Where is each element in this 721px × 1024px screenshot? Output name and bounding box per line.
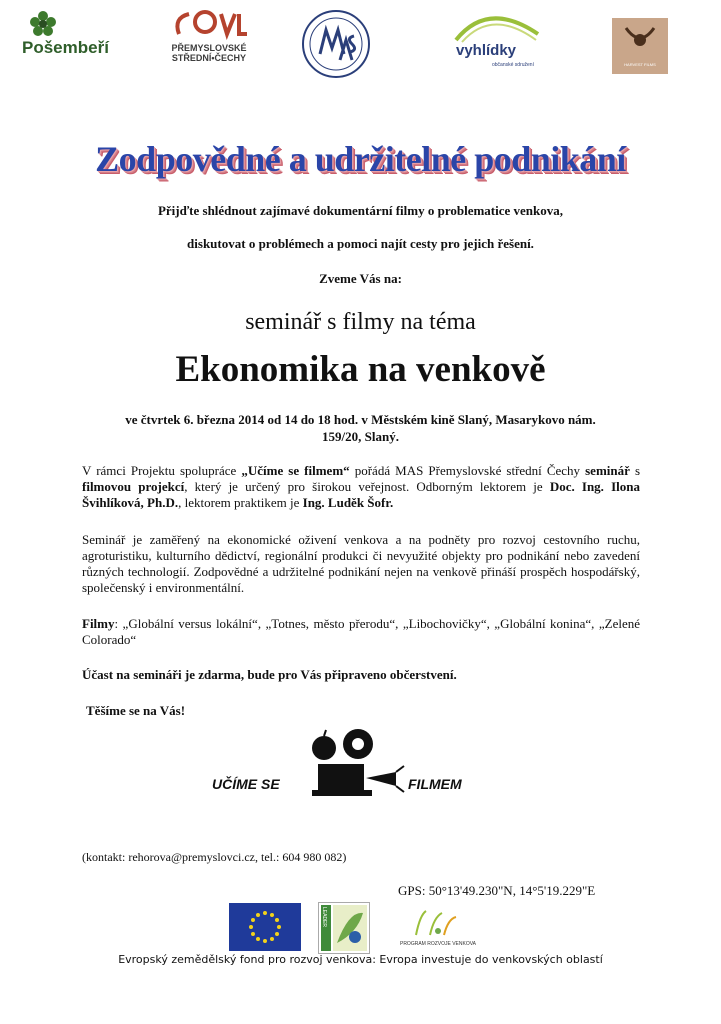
- p1-projection: filmovou projekcí: [82, 479, 185, 494]
- p1-lecturer: Doc. Ing. Ilona Švihlíková, Ph.D.: [82, 479, 640, 510]
- project-paragraph: [82, 463, 640, 511]
- eu-flag: [229, 903, 301, 951]
- premyslovske-emblem-icon: [169, 8, 249, 40]
- harvest-films-text: HARVEST FILMS: [624, 62, 656, 67]
- leader-text: LEADER: [321, 907, 327, 928]
- vyhlidky-subtitle: občanské sdružení: [492, 62, 534, 68]
- films-paragraph: [82, 616, 640, 648]
- mas-seal-icon: [300, 8, 372, 80]
- seminar-line: seminář s filmy na téma: [245, 309, 476, 335]
- premyslovske-line2: STŘEDNÍ•ČECHY: [171, 53, 247, 63]
- p1-text-c: pořádá MAS Přemyslovské střední Čechy: [349, 463, 586, 478]
- premyslovske-logo: [166, 8, 252, 64]
- harvest-bull-icon: [612, 18, 668, 58]
- vyhlidky-arc-icon: [448, 4, 548, 44]
- p1-text-e: s: [629, 463, 641, 478]
- intro-line-1: Přijďte shlédnout zajímavé dokumentární filmy o problematice venkova,: [157, 203, 564, 218]
- eu-stars-icon: [229, 903, 301, 951]
- free-entry-text: Účast na semináři je zdarma, bude pro Vás připraveno občerstvení.: [82, 667, 457, 682]
- vyhlidky-text: vyhlídky: [456, 42, 517, 59]
- headline: Zodpovědné a udržitelné podnikání: [95, 139, 626, 179]
- harvest-films-logo: [612, 18, 668, 74]
- mas-sedlcansko-logo: [300, 8, 372, 80]
- ucime-se-filmem-logo: [212, 726, 474, 806]
- prv-logo: [386, 905, 490, 951]
- topic-title: Ekonomika na venkově: [175, 349, 546, 390]
- posemberi-logo: [22, 10, 126, 60]
- footer-text: Evropský zemědělský fond pro rozvoj venkova: Evropa investuje do venkovských oblastí: [118, 953, 603, 966]
- flower-icon: [28, 10, 58, 38]
- looking-forward-text: Těšíme se na Vás!: [86, 703, 186, 718]
- prv-wheat-icon: [386, 905, 490, 939]
- p1-practitioner: Ing. Luděk Šofr.: [302, 495, 394, 510]
- p1-text-i: , lektorem praktikem je: [178, 495, 303, 510]
- leader-logo: [318, 902, 370, 954]
- p1-seminar: seminář: [585, 463, 630, 478]
- p1-project-name: „Učíme se filmem“: [241, 463, 350, 478]
- vyhlidky-logo: [448, 4, 548, 70]
- premyslovske-line1: PŘEMYSLOVSKÉ: [171, 43, 247, 53]
- prv-text: PROGRAM ROZVOJE VENKOVA: [399, 941, 477, 947]
- posemberi-text: Pošembeří: [22, 38, 109, 57]
- films-list: : „Globální versus lokální“, „Totnes, město přerodu“, „Libochovičky“, „Globální konina“, „Zelené Colorado“: [82, 616, 640, 647]
- ucime-se-text: UČÍME SE: [212, 776, 280, 792]
- p1-text-a: V rámci Projektu spolupráce: [82, 463, 242, 478]
- filmem-text: FILMEM: [408, 776, 462, 792]
- date-line-2: 159/20, Slaný.: [322, 429, 399, 444]
- p1-text-g: , který je určený pro širokou veřejnost. Odborným lektorem je: [184, 479, 550, 494]
- gps-text: GPS: 50°13'49.230"N, 14°5'19.229"E: [398, 883, 596, 898]
- date-line-1: ve čtvrtek 6. března 2014 od 14 do 18 hod. v Městském kině Slaný, Masarykovo nám.: [125, 412, 596, 427]
- seminar-description: Seminář je zaměřený na ekonomické oživení venkova a na podněty pro rozvoj cestovního ruchu, agroturistiku, kulturního dědictví, regionální produkci či nevyužité objekty pro podnikání nebo zavedení různých technologií. Zodpovědné a udržitelné podnikání nejen na venkově přináší prospěch hospodářský, společenský i environmentální.: [82, 532, 640, 595]
- apple-sunflower-icon: [304, 726, 408, 804]
- films-label: Filmy: [82, 616, 115, 631]
- intro-line-2: diskutovat o problémech a pomoci najít cesty pro jejich řešení.: [187, 236, 534, 251]
- contact-text: (kontakt: rehorova@premyslovci.cz, tel.: 604 980 082): [82, 850, 347, 864]
- invite-text: Zveme Vás na:: [319, 271, 402, 286]
